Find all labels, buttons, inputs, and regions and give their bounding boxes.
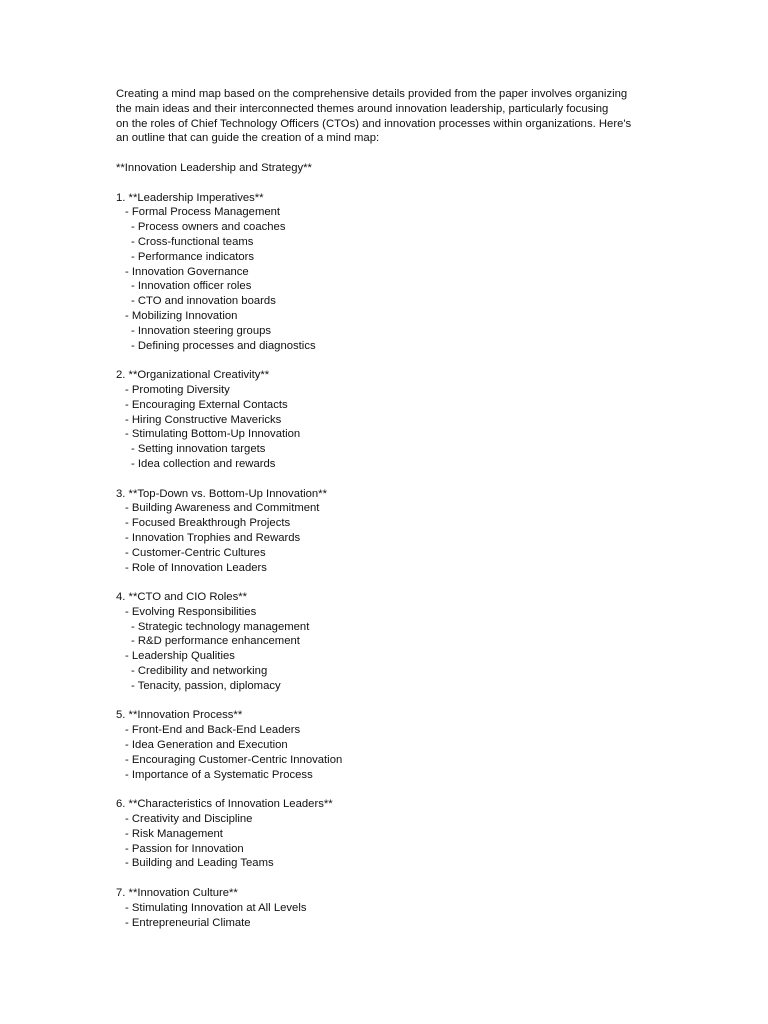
outline-item: - Hiring Constructive Mavericks (125, 413, 282, 426)
sub-item: - Cross-functional teams (131, 235, 254, 248)
outline-section (116, 487, 676, 591)
outline-item: - Focused Breakthrough Projects (125, 517, 291, 530)
spacer (116, 353, 676, 368)
outline-item: - Leadership Qualities (125, 650, 235, 663)
section-heading: 1. **Leadership Imperatives** (116, 191, 264, 204)
outline-item: - Risk Management (125, 827, 223, 840)
outline-item: - Stimulating Innovation at All Levels (125, 901, 307, 914)
sub-item: - Tenacity, passion, diplomacy (131, 679, 281, 692)
outline-item: - Front-End and Back-End Leaders (125, 724, 301, 737)
outline-item: - Customer-Centric Cultures (125, 546, 266, 559)
section-heading: 7. **Innovation Culture** (116, 887, 238, 900)
outline-item: - Evolving Responsibilities (125, 605, 257, 618)
outline-item: - Encouraging Customer-Centric Innovation (125, 753, 343, 766)
intro-line: an outline that can guide the creation of a mind map: (116, 132, 380, 145)
sub-item: - Performance indicators (131, 250, 255, 263)
intro-paragraph (116, 87, 676, 146)
document-title: **Innovation Leadership and Strategy** (116, 161, 312, 174)
outline-section (116, 708, 676, 797)
spacer (116, 871, 676, 886)
sub-item: - Idea collection and rewards (131, 457, 276, 470)
section-heading: 6. **Characteristics of Innovation Leaders** (116, 798, 333, 811)
sub-item: - Setting innovation targets (131, 443, 266, 456)
section-heading: 3. **Top-Down vs. Bottom-Up Innovation** (116, 487, 327, 500)
sub-item: - Credibility and networking (131, 665, 268, 678)
intro-line: Creating a mind map based on the comprehensive details provided from the paper involves organizing (116, 88, 628, 100)
outline-item: - Encouraging External Contacts (125, 398, 288, 411)
outline-item: - Role of Innovation Leaders (125, 561, 267, 574)
outline-section (116, 797, 676, 886)
outline-sections (116, 191, 676, 931)
spacer (116, 176, 676, 191)
outline-item: - Stimulating Bottom-Up Innovation (125, 428, 301, 441)
outline-item: - Promoting Diversity (125, 383, 230, 396)
outline-item: - Entrepreneurial Climate (125, 916, 251, 929)
spacer (116, 472, 676, 487)
intro-line: the main ideas and their interconnected themes around innovation leadership, particularly focusing (116, 102, 609, 115)
spacer (116, 575, 676, 590)
section-heading: 2. **Organizational Creativity** (116, 369, 270, 382)
outline-section (116, 368, 676, 486)
outline-item: - Formal Process Management (125, 206, 281, 219)
outline-section (116, 191, 676, 369)
spacer (116, 782, 676, 797)
spacer (116, 146, 676, 161)
outline-item: - Idea Generation and Execution (125, 739, 288, 752)
intro-line: on the roles of Chief Technology Officers (CTOs) and innovation processes within organizations. Here's (116, 117, 632, 130)
outline-item: - Creativity and Discipline (125, 813, 253, 826)
document-body (116, 87, 676, 930)
outline-item: - Importance of a Systematic Process (125, 768, 313, 781)
outline-item: - Passion for Innovation (125, 842, 244, 855)
sub-item: - Strategic technology management (131, 620, 310, 633)
outline-section (116, 590, 676, 708)
outline-item: - Mobilizing Innovation (125, 309, 238, 322)
section-heading: 4. **CTO and CIO Roles** (116, 591, 248, 604)
sub-item: - Innovation steering groups (131, 324, 272, 337)
sub-item: - Process owners and coaches (131, 221, 286, 234)
outline-item: - Innovation Trophies and Rewards (125, 531, 301, 544)
spacer (116, 694, 676, 709)
outline-item: - Building and Leading Teams (125, 857, 274, 870)
outline-section (116, 886, 676, 930)
outline-item: - Building Awareness and Commitment (125, 502, 320, 515)
section-heading: 5. **Innovation Process** (116, 709, 243, 722)
outline-item: - Innovation Governance (125, 265, 249, 278)
sub-item: - Innovation officer roles (131, 280, 252, 293)
sub-item: - Defining processes and diagnostics (131, 339, 316, 352)
sub-item: - CTO and innovation boards (131, 295, 276, 308)
sub-item: - R&D performance enhancement (131, 635, 300, 648)
